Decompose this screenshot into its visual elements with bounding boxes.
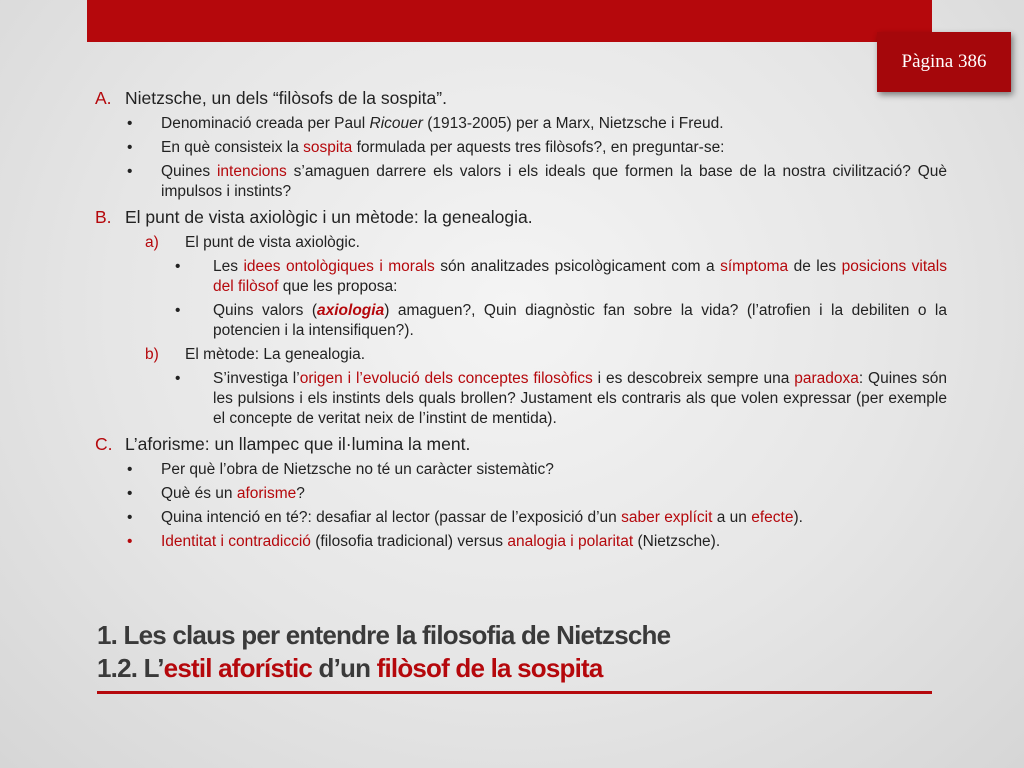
list-item: • Quina intenció en té?: desafiar al lector (passar de l’exposició d’un saber explícit a un efecte). <box>127 509 803 526</box>
bullet-icon: • <box>127 115 133 132</box>
bullet-icon: • <box>127 533 133 550</box>
bullet-icon: • <box>127 163 133 180</box>
list-item: • Per què l’obra de Nietzsche no té un caràcter sistemàtic? <box>127 461 554 478</box>
section-c-title: L’aforisme: un llampec que il·lumina la ment. <box>125 434 471 454</box>
bullet-icon: • <box>175 258 181 275</box>
list-item: • Quins valors (axiologia) amaguen?, Quin diagnòstic fan sobre la vida? (l’atrofien i la debiliten o la potencien i la intensifiquen?). <box>175 302 947 339</box>
section-c-heading <box>95 433 947 455</box>
list-item: • S’investiga l’origen i l’evolució dels conceptes filosòfics i es descobreix sempre una paradoxa: Quines són les pulsions i els instints dels quals brollen? Justament els contraris als que volen expressar (per exemple el concepte de veritat neix de l’instint de mentida). <box>175 370 947 427</box>
title-line-1: 1. Les claus per entendre la filosofia de Nietzsche <box>97 620 671 650</box>
list-item: • Identitat i contradicció (filosofia tradicional) versus analogia i polaritat (Nietzsche). <box>127 533 721 550</box>
slide-content <box>95 85 947 556</box>
page-number-badge: Pàgina 386 <box>877 32 1011 92</box>
list-item: • Denominació creada per Paul Ricouer (1913-2005) per a Marx, Nietzsche i Freud. <box>127 115 724 132</box>
bullet-icon: • <box>127 509 133 526</box>
bullet-icon: • <box>175 302 181 319</box>
section-a-heading <box>95 87 947 109</box>
section-b-marker: B. <box>95 207 112 227</box>
list-item: • Les idees ontològiques i morals són analitzades psicològicament com a símptoma de les posicions vitals del filòsof que les proposa: <box>175 258 947 295</box>
subsection-a: a) El punt de vista axiològic. <box>145 234 360 251</box>
bullet-icon: • <box>127 139 133 156</box>
bullet-icon: • <box>175 370 181 387</box>
list-item: • En què consisteix la sospita formulada per aquests tres filòsofs?, en preguntar-se: <box>127 139 725 156</box>
list-item: • Quines intencions s’amaguen darrere els valors i els ideals que formen la base de la nostra civilització? Què impulsos i instints? <box>127 163 947 200</box>
title-line-2: 1.2. L’estil aforístic d’un filòsof de la sospita <box>97 653 603 683</box>
section-b-title: El punt de vista axiològic i un mètode: la genealogia. <box>125 207 533 227</box>
bullet-icon: • <box>127 461 133 478</box>
bullet-icon: • <box>127 485 133 502</box>
subsection-b: b) El mètode: La genealogia. <box>145 346 366 363</box>
slide-title <box>97 619 937 685</box>
title-underline <box>97 691 932 694</box>
section-a-marker: A. <box>95 88 112 108</box>
section-b-heading <box>95 206 947 228</box>
top-accent-bar <box>87 0 932 42</box>
list-item: • Què és un aforisme? <box>127 485 305 502</box>
section-c-marker: C. <box>95 434 113 454</box>
section-a-title: Nietzsche, un dels “filòsofs de la sospita”. <box>125 88 447 108</box>
